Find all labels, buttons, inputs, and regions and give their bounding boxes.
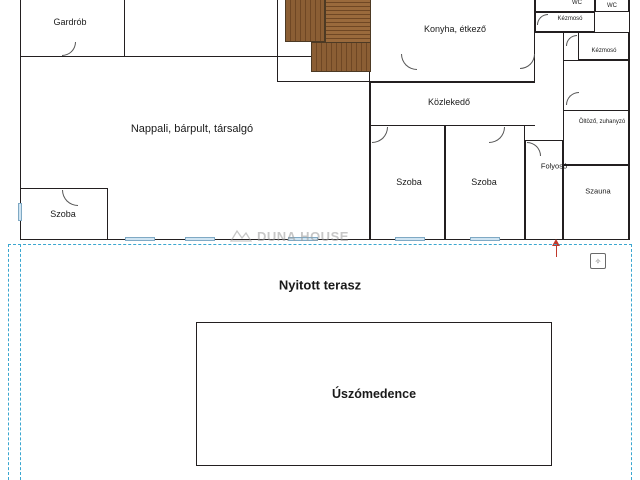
watermark bbox=[230, 228, 349, 244]
label-folyoso: Folyosó bbox=[540, 161, 568, 171]
wall-service-divider-2 bbox=[563, 32, 564, 60]
window-bottom-2 bbox=[185, 237, 215, 241]
watermark-logo-icon bbox=[230, 228, 252, 244]
label-kezmoso-1: Kézmosó bbox=[557, 16, 583, 22]
room-kezmoso-2 bbox=[578, 32, 629, 60]
window-bottom-4 bbox=[395, 237, 425, 241]
wall-service-divider-3 bbox=[563, 110, 629, 111]
wall-exterior-right bbox=[629, 0, 630, 240]
label-wc: WC bbox=[607, 3, 617, 9]
label-konyha: Konyha, étkező bbox=[423, 24, 487, 34]
watermark-text: DUNA HOUSE bbox=[257, 228, 349, 244]
wall-corridor-top bbox=[370, 82, 535, 83]
window-bottom-5 bbox=[470, 237, 500, 241]
label-szoba-1: Szoba bbox=[396, 177, 422, 187]
label-gardrob: Gardrób bbox=[53, 17, 87, 27]
room-oltozo bbox=[563, 60, 629, 165]
terrace-boundary-top bbox=[8, 244, 632, 245]
label-szoba-left: Szoba bbox=[50, 209, 76, 219]
wall-service-divider-1 bbox=[535, 32, 579, 33]
label-szoba-2: Szoba bbox=[471, 177, 497, 187]
wooden-deck bbox=[285, 0, 325, 42]
label-szauna: Szauna bbox=[585, 186, 611, 196]
room-szauna bbox=[563, 165, 629, 240]
label-nappali: Nappali, bárpult, társalgó bbox=[130, 123, 254, 135]
terrace-boundary-left bbox=[8, 244, 9, 480]
label-kezmoso-2: Kézmosó bbox=[591, 48, 617, 54]
door-kezmoso-2 bbox=[566, 35, 577, 46]
compass-icon: ✧ bbox=[590, 253, 606, 269]
room-wc-upper bbox=[535, 0, 595, 12]
window-bottom-1 bbox=[125, 237, 155, 241]
label-oltozo: Öltöző, zuhanyzó bbox=[578, 119, 626, 125]
deck-lower-strip bbox=[311, 42, 371, 72]
label-wc-upper: WC bbox=[572, 0, 582, 6]
terrace-boundary-left-inner bbox=[20, 244, 21, 480]
label-uszomedence: Úszómedence bbox=[331, 387, 417, 401]
terrace-boundary-right bbox=[631, 244, 632, 480]
window-szoba-left bbox=[18, 203, 22, 221]
label-nyitott-terasz: Nyitott terasz bbox=[278, 277, 362, 293]
entrance-arrow-stem bbox=[556, 245, 557, 257]
label-kozlekedo: Közlekedő bbox=[427, 97, 471, 107]
